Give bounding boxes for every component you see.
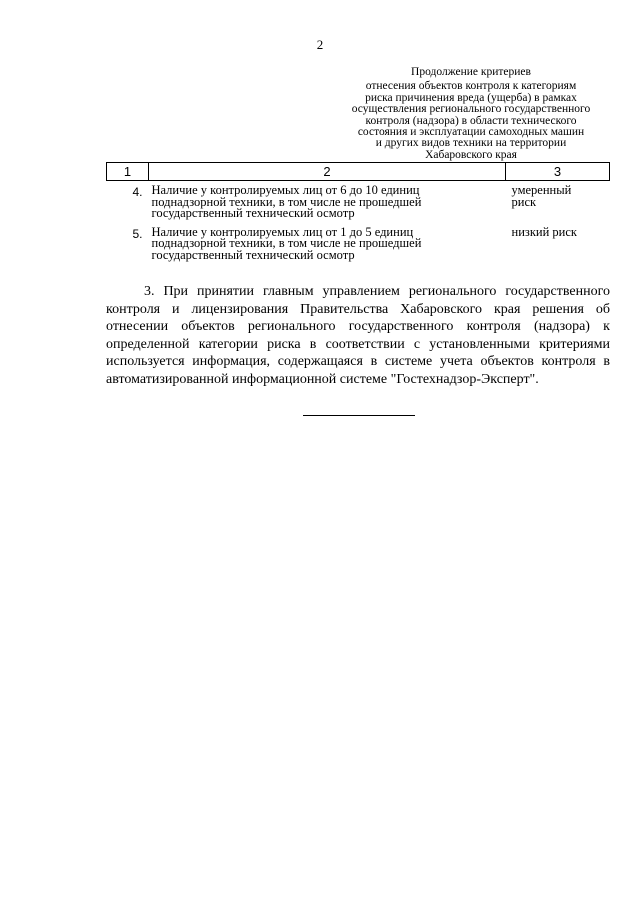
description-line: поднадзорной техники, в том числе не прошедшей — [151, 194, 422, 209]
heading-line: осуществления регионального государственного — [351, 103, 591, 116]
column-header-2: 2 — [149, 163, 506, 181]
table-row — [107, 223, 610, 265]
criteria-table — [106, 162, 610, 264]
row-description — [149, 223, 506, 265]
heading-line: и других видов техники на территории — [375, 137, 567, 150]
heading-continuation: Продолжение критериев — [411, 66, 531, 78]
table-header-row — [107, 163, 610, 181]
document-heading — [332, 67, 610, 161]
row-risk-category — [506, 181, 610, 223]
row-number: 4. — [132, 185, 143, 199]
description-line: государственный технический осмотр — [151, 247, 355, 262]
row-number: 5. — [132, 226, 143, 241]
end-of-document-line — [303, 415, 415, 416]
page-number: 2 — [316, 37, 324, 52]
row-description — [149, 181, 506, 223]
heading-line: состояния и эксплуатации самоходных машин — [357, 126, 585, 139]
column-header-3: 3 — [506, 163, 610, 181]
risk-line: риск — [511, 194, 537, 209]
body-paragraph: 3. При принятии главным управлением регионального государственного контроля и лицензирования Правительства Хабаровского края решения об отнесении объектов регионального государственного контроля (надзора) к определенной категории риска в соответствии с установленными критериями используется информация, содержащаяся в системе учета объектов контроля в автоматизированной информационной системе "Гостехнадзор-Эксперт". — [106, 284, 610, 387]
row-risk-category — [506, 223, 610, 265]
heading-line: контроля (надзора) в области технического — [365, 114, 577, 127]
heading-line: отнесения объектов контроля к категориям — [365, 80, 577, 93]
heading-line: Хабаровского края — [425, 148, 517, 161]
description-line: государственный технический осмотр — [151, 206, 355, 220]
description-line: поднадзорной техники, в том числе не прошедшей — [151, 236, 422, 250]
description-line: Наличие у контролируемых лиц от 6 до 10 единиц — [151, 183, 420, 197]
risk-line: умеренный — [511, 183, 572, 197]
column-header-1: 1 — [107, 163, 149, 181]
description-line: Наличие у контролируемых лиц от 1 до 5 единиц — [151, 224, 414, 239]
table-row — [107, 181, 610, 223]
risk-line: низкий риск — [511, 224, 577, 239]
heading-line: риска причинения вреда (ущерба) в рамках — [365, 91, 577, 104]
